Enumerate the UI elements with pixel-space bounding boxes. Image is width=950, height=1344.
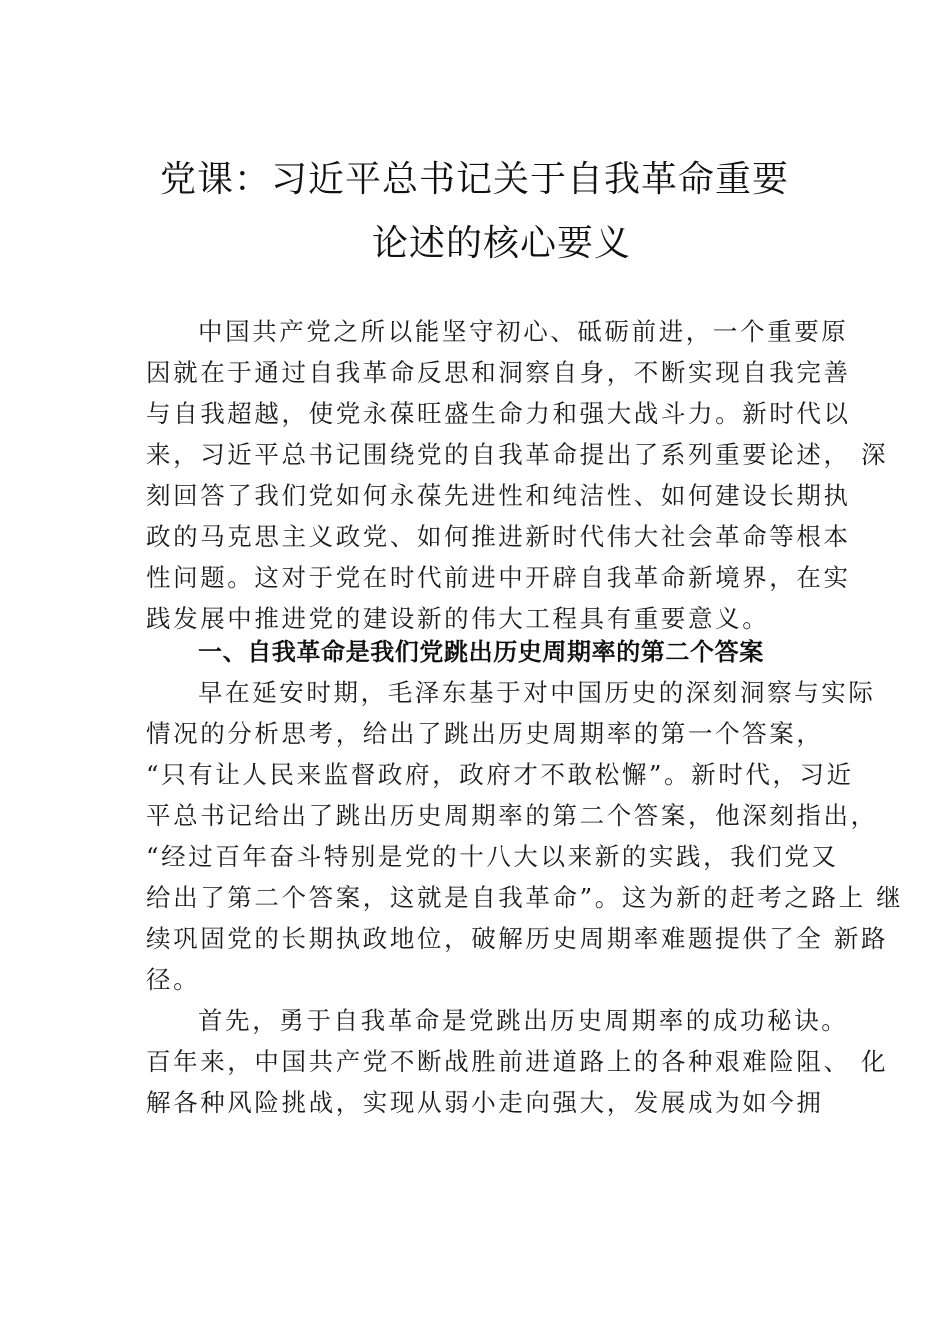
section-line: 早在延安时期，毛泽东基于对中国历史的深刻洞察与实际 (198, 678, 876, 707)
section-line: “经过百年奋斗特别是党的十八大以来新的实践，我们党又 (146, 842, 839, 871)
intro-line: 刻回答了我们党如何永葆先进性和纯洁性、如何建设长期执 (146, 481, 851, 510)
intro-line: 来，习近平总书记围绕党的自我革命提出了系列重要论述， 深 (146, 440, 889, 469)
section-line: 平总书记给出了跳出历史周期率的第二个答案，他深刻指出， (146, 801, 878, 830)
section-line: 情况的分析思考，给出了跳出历史周期率的第一个答案， (146, 719, 824, 748)
section-line: 径。 (146, 965, 201, 994)
document-title-line-2: 论述的核心要义 (372, 223, 632, 264)
section-line: 续巩固党的长期执政地位，破解历史周期率难题提供了全 新路 (146, 924, 889, 953)
section-line: 首先，勇于自我革命是党跳出历史周期率的成功秘诀。 (198, 1006, 849, 1035)
intro-line: 因就在于通过自我革命反思和洞察自身，不断实现自我完善 (146, 358, 851, 387)
intro-line: 政的马克思主义政党、如何推进新时代伟大社会革命等根本 (146, 522, 851, 551)
document-title-line-1: 党课：习近平总书记关于自我革命重要 (160, 159, 790, 200)
section-line: “只有让人民来监督政府，政府才不敢松懈”。新时代，习近 (146, 760, 854, 789)
section-line: 百年来，中国共产党不断战胜前进道路上的各种艰难险阻、 化 (146, 1047, 889, 1076)
section-heading: 一、自我革命是我们党跳出历史周期率的第二个答案 (198, 638, 764, 666)
section-line: 给出了第二个答案，这就是自我革命”。这为新的赶考之路上 继 (146, 883, 904, 912)
intro-line: 性问题。这对于党在时代前进中开辟自我革命新境界，在实 (146, 563, 851, 592)
intro-line: 与自我超越，使党永葆旺盛生命力和强大战斗力。新时代以 (146, 399, 851, 428)
intro-line: 中国共产党之所以能坚守初心、砥砺前进，一个重要原 (198, 317, 849, 346)
intro-line: 践发展中推进党的建设新的伟大工程具有重要意义。 (146, 604, 770, 633)
section-line: 解各种风险挑战，实现从弱小走向强大，发展成为如今拥 (146, 1088, 824, 1117)
